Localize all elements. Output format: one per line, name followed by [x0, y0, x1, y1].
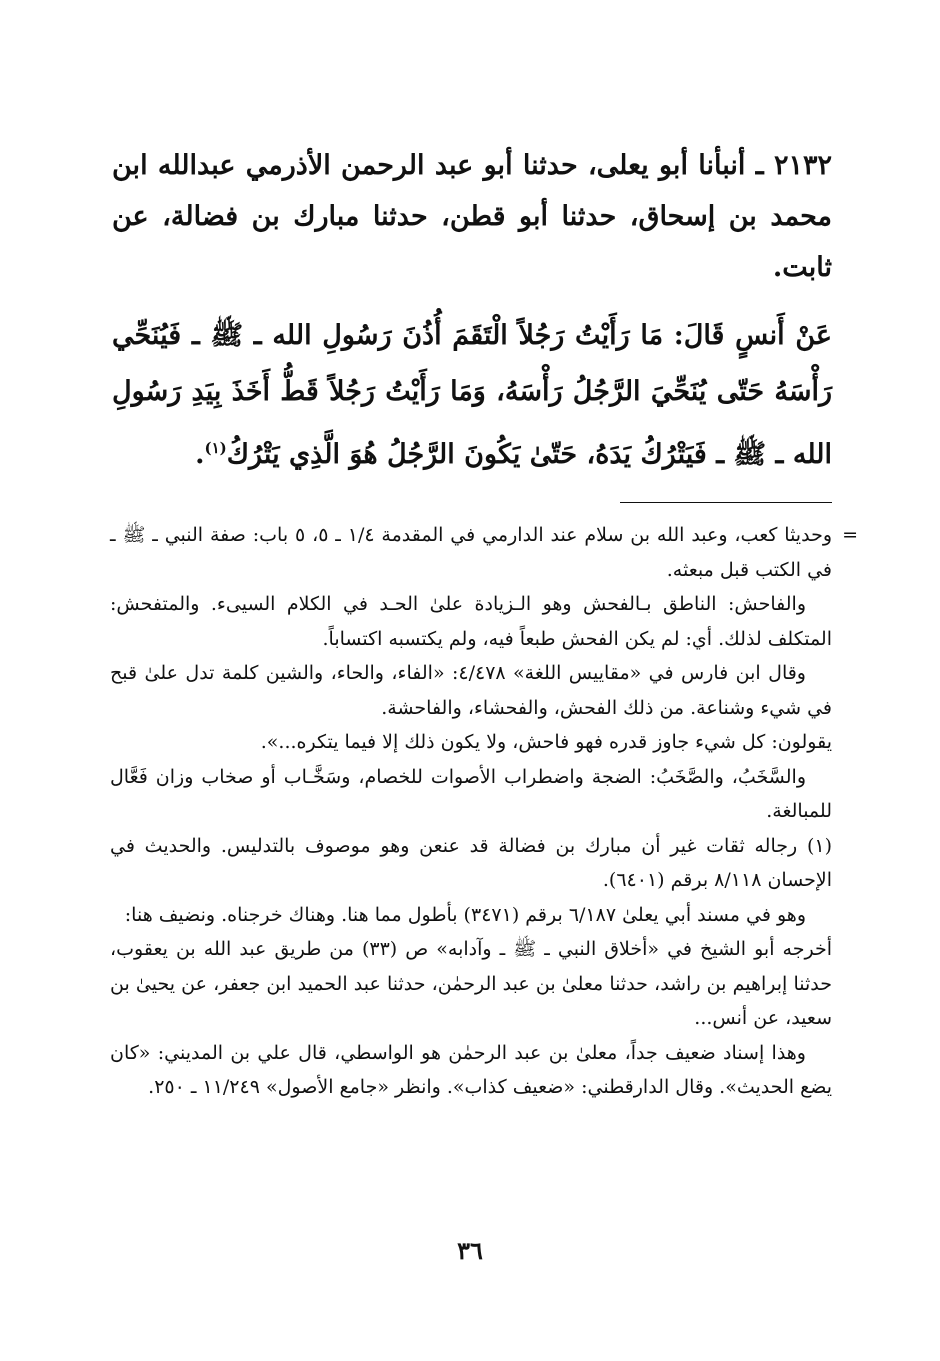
footnote-ref: (١) — [204, 439, 227, 457]
matn-end: . — [195, 439, 205, 470]
hadith-isnad — [112, 140, 832, 293]
footnotes — [110, 518, 858, 1105]
continuation-mark: = — [842, 524, 858, 546]
footnote-separator — [620, 502, 832, 503]
page-number: ٣٦ — [457, 1236, 483, 1265]
matn-text: عَنْ أَنسٍ قَالَ: مَا رَأَيْتُ رَجُلاً الْتَقَمَ أُذُنَ رَسُولِ الله ـ ﷺ ـ فَيُنَحِّي رَأْسَهُ حَتّى يُنَحِّيَ الرَّجُلُ رَأْسَهُ، وَمَا رَأَيْتُ رَجُلاً قَطُّ أَخَذَ بِيَدِ رَسُولِ الله ـ ﷺ ـ فَيَتْرُكُ يَدَهُ، حَتّىٰ يَكُونَ الرَّجُلُ هُوَ الَّذِي يَتْرُكُ — [112, 320, 832, 470]
isnad-text: ـ أنبأنا أبو يعلى، حدثنا أبو عبد الرحمن الأذرمي عبدالله ابن محمد بن إسحاق، حدثنا أبو قطن، حدثنا مبارك بن فضالة، عن ثابت. — [112, 150, 832, 283]
hadith-number: ٢١٣٢ — [773, 150, 832, 181]
footnote-paragraph: والفاحش: الناطق بـالفحش وهو الـزيادة علىٰ الحـد في الكلام السيىء. والمتفحش: المتكلف لذلك. أي: لم يكن الفحش طبعاً فيه، ولم يكتسبه اكتساباً. — [110, 593, 832, 650]
hadith-matn — [112, 308, 832, 483]
footnote-paragraph: يقولون: كل شيء جاوز قدره فهو فاحش، ولا يكون ذلك إلا فيما يتكره...». — [260, 731, 832, 753]
continuation-text: وحديثا كعب، وعبد الله بن سلام عند الدارمي في المقدمة ١/٤ ـ ٥، ٥ باب: صفة النبي ـ ﷺ ـ في الكتب قبل مبعثه. — [110, 524, 832, 581]
footnote-1-paragraph: وهذا إسناد ضعيف جداً، معلىٰ بن عبد الرحمٰن هو الواسطي، قال علي بن المديني: «كان يضع الحديث». وقال الدارقطني: «ضعيف كذاب». وانظر «جامع الأصول» ١١/٢٤٩ ـ ٢٥٠. — [110, 1041, 832, 1098]
footnote-1-paragraph: أخرجه أبو الشيخ في «أخلاق النبي ـ ﷺ ـ وآدابه» ص (٣٣) من طريق عبد الله بن يعقوب، حدثنا إبراهيم بن راشد، حدثنا معلىٰ بن عبد الرحمٰن، حدثنا عبد الحميد ابن جعفر، عن يحيىٰ بن سعيد، عن أنس... — [110, 938, 832, 1029]
footnote-1-text: رجاله ثقات غير أن مبارك بن فضالة قد عنعن وهو موصوف بالتدليس. والحديث في الإحسان ٨/١١٨ برقم (٦٤٠١). — [110, 834, 832, 891]
footnote-paragraph: وقال ابن فارس في «مقاييس اللغة» ٤/٤٧٨: «الفاء، والحاء، والشين كلمة تدل علىٰ قبح في شيء وشناعة. من ذلك الفحش، والفحشاء، والفاحشة. — [110, 662, 832, 719]
footnote-paragraph: والسَّخَبُ، والصَّخَبُ: الضجة واضطراب الأصوات للخصام، وسَخَّـاب أو صخاب وزان فَعَّال للمبالغة. — [110, 765, 832, 822]
footnote-1 — [110, 829, 832, 898]
footnote-1-label: (١) — [806, 834, 833, 857]
footnote-continuation — [110, 518, 858, 587]
footnote-1-paragraph: وهو في مسند أبي يعلىٰ ٦/١٨٧ برقم (٣٤٧١) بأطول مما هنا. وهناك خرجناه. ونضيف هنا: — [124, 903, 806, 926]
